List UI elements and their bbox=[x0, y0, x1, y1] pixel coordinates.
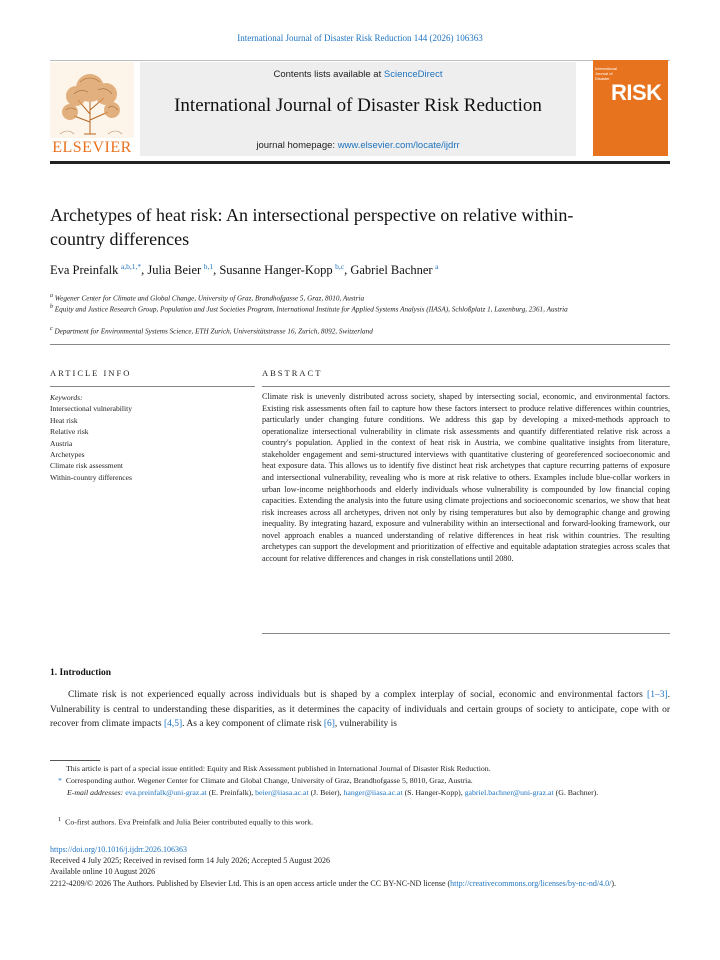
intro-text: . As a key component of climate risk bbox=[182, 719, 324, 729]
abstract-text: Climate risk is unevenly distributed across society, shaped by intersecting social, economic, and environmental factors. Existing risk assessments often fail to capture how these factors intersect to produce relative differences within countries, particularly under changing future conditions. We address this gap by developing a mixed-methods approach to operationalize intersectional vulnerability in climate risk assessments and quantify differentiated relative risk across a country's population. Applied in the context of heat risk in Austria, we combine qualitative insights from literature, stakeholder engagement and semi-structured interviews with quantitative clustering of georeferenced socioeconomic and heat exposure data. This allows us to identify five distinct heat risk archetypes that capture recurring patterns of exposure and intersectional vulnerability, revealing who is more at risk relative to others. Examples include blue-collar workers in urban low-income neighborhoods and elderly individuals whose vulnerability is compounded by low financial coping capacities. Extending the analysis into the future using climate projections and socioeconomic scenarios, we show that heat risk increases across all archetypes, driven not only by rising temperatures but also by demographic change and growing inequality. By integrating hazard, exposure and vulnerability within an intersectional and forward-looking framework, our novel approach enables a nuanced understanding of relative differences in heat risk within countries. The resulting archetypes can support the development and prioritization of effective and equitable adaptation strategies across scales that account for relative differences and changes in risk constellations until 2080. bbox=[262, 392, 670, 563]
section-heading-introduction: 1. Introduction bbox=[50, 668, 112, 678]
keyword-item: Heat risk bbox=[50, 415, 78, 425]
header-top-rule bbox=[50, 60, 670, 61]
keywords-block bbox=[50, 392, 255, 483]
email-owner: (G. Bachner). bbox=[553, 788, 599, 797]
citation-link[interactable]: [4,5] bbox=[163, 719, 183, 729]
footnote-mark: 1 bbox=[58, 816, 62, 823]
affiliation-divider bbox=[50, 344, 670, 345]
intro-text: . Vulnerability is central to understanding these disparities, as it determines the capacity of individuals and certain groups of society to anticipate, cope with or recover from climate impacts bbox=[50, 690, 670, 729]
affiliation-mark: b bbox=[50, 304, 53, 310]
cover-small-text: International Journal of Disaster bbox=[595, 66, 618, 81]
license-statement bbox=[50, 878, 670, 889]
keyword-item: Climate risk assessment bbox=[50, 461, 123, 471]
article-info-heading: ARTICLE INFO bbox=[50, 368, 132, 378]
contents-line bbox=[140, 69, 576, 80]
author-name: Julia Beier bbox=[147, 263, 202, 278]
header-bottom-rule bbox=[50, 161, 670, 164]
available-online: Available online 10 August 2026 bbox=[50, 867, 156, 877]
author-affiliation-marks[interactable]: a bbox=[435, 262, 439, 271]
article-info-divider bbox=[50, 386, 255, 387]
footnote-rule bbox=[50, 760, 100, 761]
keyword-item: Intersectional vulnerability bbox=[50, 404, 133, 414]
license-text: 2212-4209/© 2026 The Authors. Published by Elsevier Ltd. This is an open access article under the CC BY-NC-ND license ( bbox=[50, 878, 451, 888]
contents-prefix: Contents lists available at bbox=[273, 69, 384, 80]
license-text: ). bbox=[611, 878, 616, 888]
email-link[interactable]: eva.preinfalk@uni-graz.at bbox=[125, 788, 207, 797]
footnote-cofirst bbox=[50, 815, 670, 829]
affiliation-text: Department for Environmental Systems Science, ETH Zurich, Universitätstrasse 16, Zurich, 8092, Switzerland bbox=[54, 327, 373, 336]
journal-homepage-link[interactable]: www.elsevier.com/locate/ijdrr bbox=[337, 140, 460, 151]
email-owner: (E. Preinfalk), bbox=[206, 788, 256, 797]
keywords-label: Keywords: bbox=[50, 393, 83, 402]
footnote-special-issue: This article is part of a special issue entitled: Equity and Risk Assessment published in International Journal of Disaster Risk Reduction. bbox=[66, 764, 491, 773]
author-name: Eva Preinfalk bbox=[50, 263, 119, 278]
citation-link[interactable]: [1–3] bbox=[647, 690, 668, 700]
keyword-item: Relative risk bbox=[50, 427, 89, 437]
journal-reference[interactable]: International Journal of Disaster Risk Reduction 144 (2026) 106363 bbox=[237, 33, 483, 43]
keyword-item: Austria bbox=[50, 438, 73, 448]
publisher-logo-text[interactable]: ELSEVIER bbox=[52, 139, 132, 156]
author-affiliation-marks[interactable]: b,1 bbox=[203, 262, 214, 271]
email-link[interactable]: hanger@iiasa.ac.at bbox=[343, 788, 403, 797]
received-dates: Received 4 July 2025; Received in revised form 14 July 2026; Accepted 5 August 2026 bbox=[50, 856, 330, 866]
license-link[interactable]: http://creativecommons.org/licenses/by-nc-nd/4.0/ bbox=[450, 878, 612, 888]
keyword-item: Within-country differences bbox=[50, 472, 132, 482]
cover-title-word: RISK bbox=[611, 80, 662, 105]
author-affiliation-marks[interactable]: b,c bbox=[335, 262, 345, 271]
cofirst-text: Co-first authors. Eva Preinfalk and Julia Beier contributed equally to this work. bbox=[65, 817, 314, 827]
affiliation-b bbox=[50, 302, 670, 315]
abstract-heading: ABSTRACT bbox=[262, 368, 323, 378]
author-name: Gabriel Bachner bbox=[350, 263, 433, 278]
footnote-emails bbox=[50, 788, 670, 799]
author-name: Susanne Hanger-Kopp bbox=[219, 263, 333, 278]
homepage-line bbox=[140, 140, 576, 151]
email-label: E-mail addresses: bbox=[67, 788, 124, 797]
corresponding-text: Corresponding author. Wegener Center for Climate and Global Change, University of Graz, Brandhofgasse 5, 8010, Graz, Austria. bbox=[65, 776, 473, 785]
abstract-divider bbox=[262, 386, 670, 387]
introduction-paragraph bbox=[50, 688, 670, 732]
author-affiliation-marks[interactable]: a,b,1,* bbox=[120, 262, 142, 271]
affiliation-c bbox=[50, 324, 670, 337]
citation-link[interactable]: [6] bbox=[323, 719, 335, 729]
intro-text: Climate risk is not experienced equally across individuals but is shaped by a complex interplay of social, economic and environmental factors bbox=[68, 690, 648, 700]
affiliation-text: Wegener Center for Climate and Global Change, University of Graz, Brandhofgasse 5, Graz, 8010, Austria bbox=[54, 294, 365, 303]
article-title: Archetypes of heat risk: An intersectional perspective on relative within-country differences bbox=[50, 205, 574, 249]
journal-title: International Journal of Disaster Risk Reduction bbox=[174, 95, 542, 116]
author-list: Eva Preinfalk $^{a,b,1,*}$, Julia Beier $^{b,1}$, Susanne Hanger-Kopp $^{b,c}$, Gabriel Bachner $^a$ bbox=[50, 262, 439, 278]
publication-info bbox=[50, 844, 670, 889]
email-link[interactable]: beier@iiasa.ac.at bbox=[255, 788, 309, 797]
sciencedirect-link[interactable]: ScienceDirect bbox=[383, 69, 443, 80]
footnote-corresponding: * Corresponding author. Wegener Center for Climate and Global Change, University of Graz, Brandhofgasse 5, 8010, Graz, Austria. bbox=[58, 776, 473, 785]
keyword-item: Archetypes bbox=[50, 450, 85, 460]
affiliation-mark: a bbox=[50, 293, 53, 299]
intro-text: , vulnerability is bbox=[334, 719, 397, 729]
journal-cover-thumbnail[interactable] bbox=[593, 60, 668, 156]
abstract-bottom-divider bbox=[262, 633, 670, 634]
affiliation-mark: c bbox=[50, 326, 53, 332]
homepage-prefix: journal homepage: bbox=[256, 140, 338, 151]
doi-link[interactable]: https://doi.org/10.1016/j.ijdrr.2026.106363 bbox=[50, 845, 187, 854]
affiliation-text: Equity and Justice Research Group, Population and Just Societies Program, International Institute for Applied Systems Analysis (IIASA), Schloßplatz 1, Laxenburg, 2361, Austria bbox=[54, 305, 568, 314]
email-owner: (S. Hanger-Kopp), bbox=[402, 788, 465, 797]
email-link[interactable]: gabriel.bachner@uni-graz.at bbox=[464, 788, 554, 797]
email-owner: (J. Beier), bbox=[308, 788, 344, 797]
